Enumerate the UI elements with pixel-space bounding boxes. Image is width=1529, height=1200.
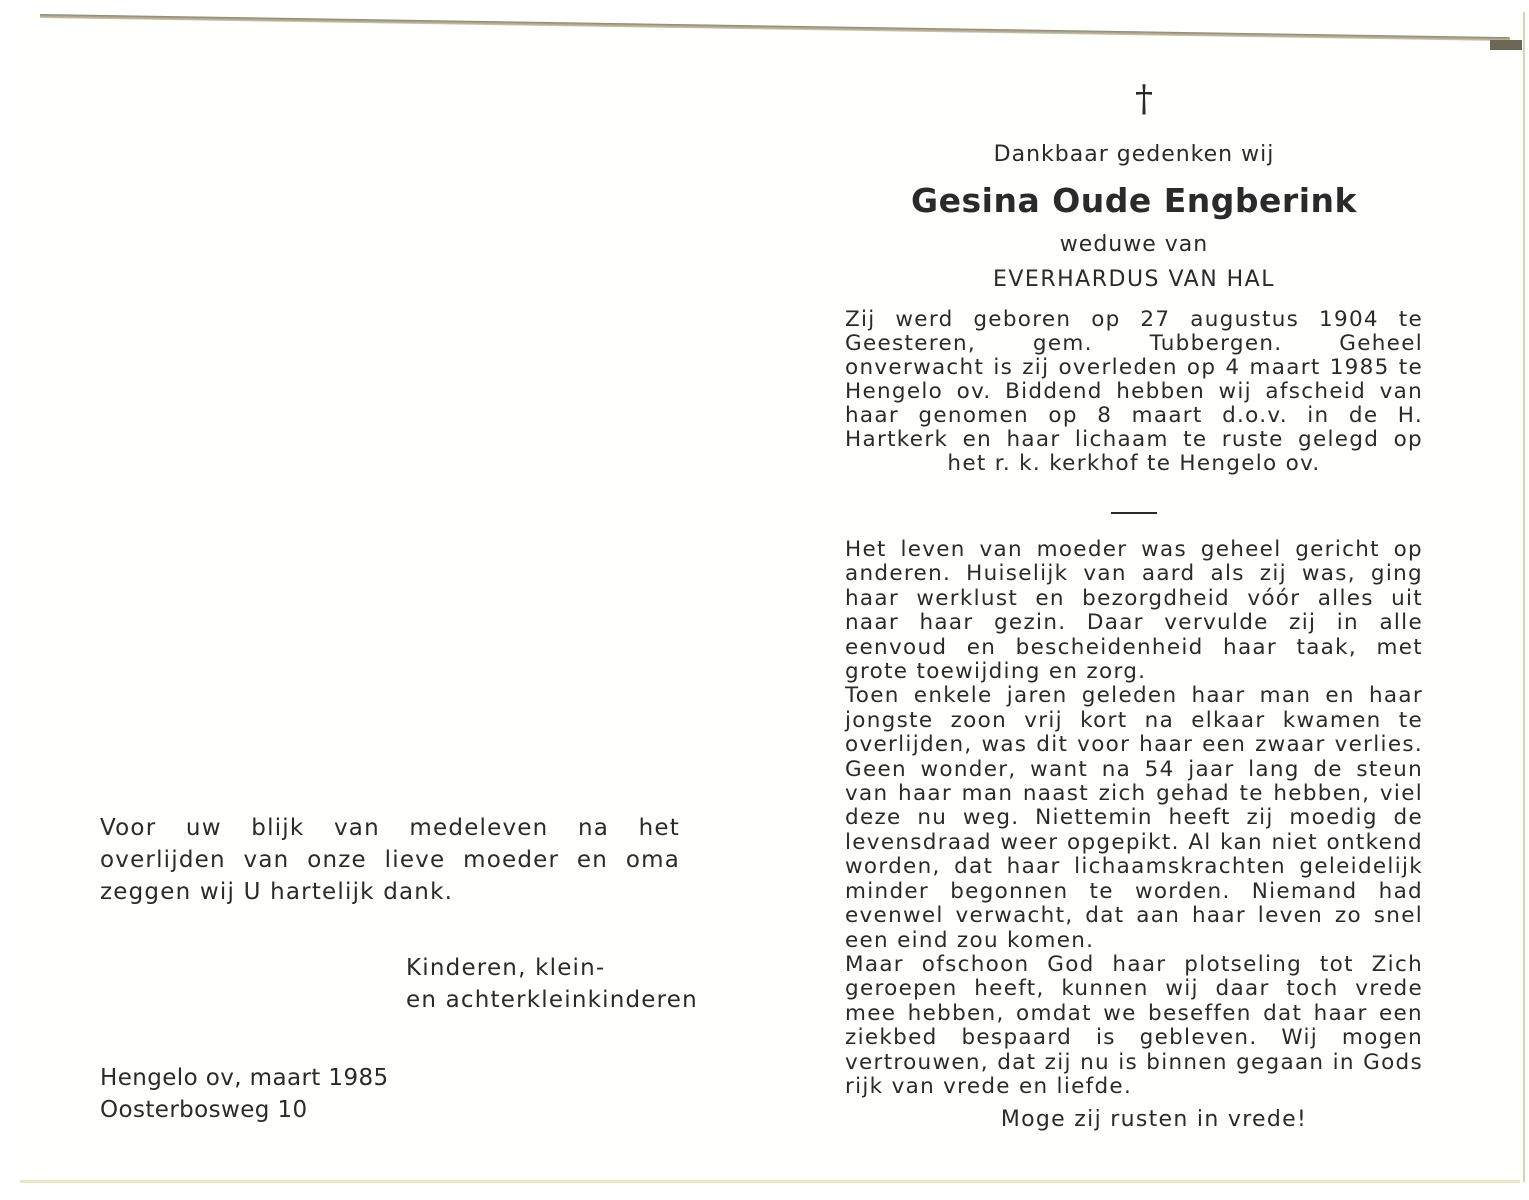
card-edge-mark xyxy=(1490,40,1522,50)
address: Oosterbosweg 10 xyxy=(100,1097,308,1123)
closing-line: Moge zij rusten in vrede! xyxy=(1000,1107,1308,1133)
place-date: Hengelo ov, maart 1985 xyxy=(100,1065,389,1091)
card-bottom-edge xyxy=(20,1180,1520,1183)
tribute-text xyxy=(845,538,1423,1099)
widow-of-label: weduwe van xyxy=(1059,232,1209,257)
tribute-paragraph: Toen enkele jaren geleden haar man en haar jongste zoon vrij kort na elkaar kwamen te overlijden, was dit voor haar een zwaar verlies. Geen wonder, want na 54 jaar lang de steun van haar man naast zich gehad te hebben, viel deze nu weg. Niettemin heeft zij moedig de levensdraad weer opgepikt. Al kan niet ontkend worden, dat haar lichaamskrachten geleidelijk minder begonnen te worden. Niemand had evenwel verwacht, dat aan haar leven zo snel een eind zou komen. xyxy=(845,683,1423,953)
tribute-paragraph: Het leven van moeder was geheel gericht op anderen. Huiselijk van aard als zij was, ging haar werklust en bezorgdheid vóór alles uit naar haar gezin. Daar vervulde zij in alle eenvoud en bescheidenheid haar taak, met grote toewijding en zorg. xyxy=(845,537,1423,685)
divider xyxy=(1111,512,1157,514)
place-and-address xyxy=(100,1062,680,1126)
signature xyxy=(406,952,698,1016)
biography: Zij werd geboren op 27 augustus 1904 te Geesteren, gem. Tubbergen. Geheel onverwacht is zij overleden op 4 maart 1985 te Hengelo ov. Biddend hebben wij afscheid van haar genomen op 8 maart d.o.v. in de H. Hartkerk en haar lichaam te ruste gelegd op het r. k. kerkhof te Hengelo ov. xyxy=(845,307,1423,476)
husband-name: EVERHARDUS VAN HAL xyxy=(992,267,1275,292)
signature-line-1: Kinderen, klein- xyxy=(406,955,606,981)
intro-line: Dankbaar gedenken wij xyxy=(993,142,1275,167)
tribute-paragraph: Maar ofschoon God haar plotseling tot Zich geroepen heeft, kunnen wij daar toch vrede mee hebben, omdat we beseffen dat haar een ziekbed bespaard is gebleven. Wij mogen vertrouwen, dat zij nu is binnen gegaan in Gods rijk van vrede en liefde. xyxy=(845,951,1423,1099)
signature-line-2: en achterkleinkinderen xyxy=(406,987,698,1013)
cross-icon: † xyxy=(1135,79,1153,120)
deceased-name: Gesina Oude Engberink xyxy=(911,181,1357,220)
right-panel xyxy=(845,80,1423,1132)
thank-you-text: Voor uw blijk van medeleven na het overlijden van onze lieve moeder en oma zeggen wij U hartelijk dank. xyxy=(100,815,680,905)
left-panel xyxy=(100,812,698,1126)
